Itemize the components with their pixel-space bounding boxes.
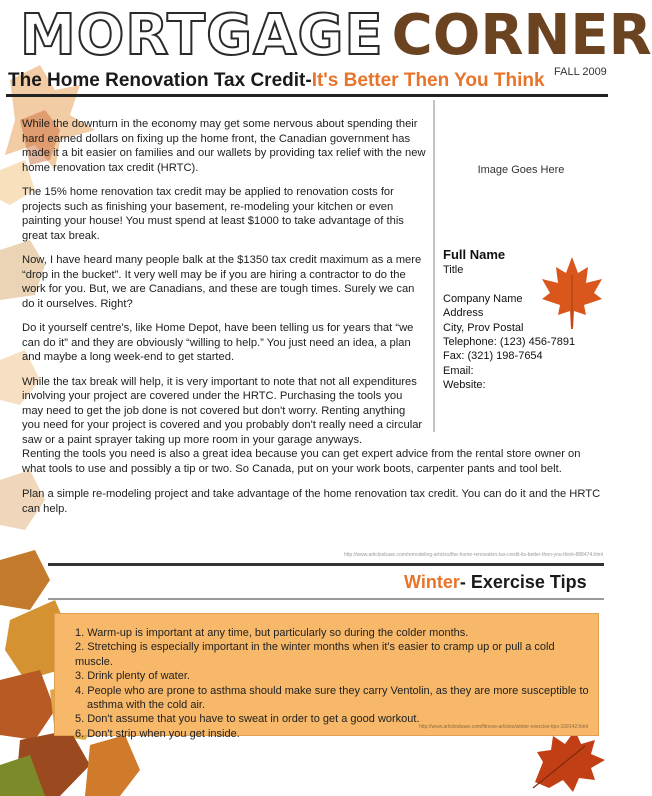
article-paragraph: While the tax break will help, it is very important to note that not all expenditures involving your project are covered under the HRTC. Purchasing the tools you may need to get the job done is not covered but don't worry. Renting anything you need for your project is covered and you probably don't really need a circular saw or a paint sprayer taking up more room in your garage anyways.: [22, 375, 423, 446]
tip-item: 1. Warm-up is important at any time, but particularly so during the colder months.: [75, 627, 469, 639]
masthead: [20, 2, 652, 70]
article-paragraph: Now, I have heard many people balk at the $1350 tax credit maximum as a mere “drop in the bucket”. It very well may be if you are hiring a contractor to do the work for you. But, we are Canadians, and these are tough times. Surely we can do it ourselves. Right?: [22, 254, 422, 310]
contact-card: [443, 248, 575, 393]
tip-item: 3. Drink plenty of water.: [75, 670, 190, 683]
contact-website: Website:: [443, 379, 486, 392]
masthead-word-mortgage: MORTGAGE: [20, 3, 384, 68]
article-column: [22, 117, 426, 457]
headline: [8, 70, 545, 92]
header-divider: [6, 94, 608, 97]
contact-title: Title: [443, 264, 464, 277]
article-source-link[interactable]: http://www.articlesbase.com/remodeling-articles/the-home-renovation-tax-credit-its-better-then-you-think-888474.html: [344, 552, 603, 558]
contact-full-name: Full Name: [443, 247, 506, 262]
sidebar-divider: [433, 100, 435, 432]
contact-email: Email:: [443, 364, 474, 377]
exercise-tips-box: [54, 613, 599, 740]
section-divider-top: [48, 563, 604, 566]
headline-highlight: It's Better Then You Think: [311, 70, 545, 91]
image-placeholder: Image Goes Here: [477, 164, 565, 176]
article-paragraph: The 15% home renovation tax credit may be applied to renovation costs for projects such as finishing your basement, re-modeling your kitchen or even painting your house! You must spend at least $1000 to take advantage of this great tax break.: [22, 186, 404, 242]
exercise-title-highlight: Winter: [404, 572, 460, 592]
exercise-title-main: - Exercise Tips: [459, 572, 587, 592]
tip-item: 6. Don't strip when you get inside.: [75, 727, 240, 740]
tip-item: 2. Stretching is especially important in the winter months when it's easier to cramp up or pull a cold muscle.: [75, 641, 555, 668]
contact-address: Address: [443, 307, 484, 320]
edition-label: FALL 2009: [554, 66, 607, 78]
masthead-word-corner: CORNER: [391, 3, 652, 68]
article-paragraph: While the downturn in the economy may get some nervous about spending their hard earned dollars on fixing up the home front, the Canadian government has made it a bit easier on families and our wallets by providing tax relief with the new home renovation tax credit (HRTC).: [22, 118, 426, 174]
contact-telephone: Telephone: (123) 456-7891: [443, 336, 576, 349]
article-paragraph: Do it yourself centre's, like Home Depot, have been telling us for years that “we can do it” and they are obviously “willing to help.” You just need an idea, a plan and maybe a long week-end to get started.: [22, 322, 414, 363]
contact-fax: Fax: (321) 198-7654: [443, 350, 543, 363]
section-divider-bottom: [48, 598, 604, 600]
exercise-section-title: [404, 572, 587, 593]
contact-company: Company Name: [443, 292, 523, 305]
exercise-tips-list: [55, 614, 598, 741]
article-paragraph: Renting the tools you need is also a great idea because you can get expert advice from the rental store owner on what tools to use and possibly a tip or two. So Canada, put on your work boots, carpenter pants and tool belt.: [22, 448, 581, 475]
article-paragraph: Plan a simple re-modeling project and take advantage of the home renovation tax credit. You can do it and the HRTC can help.: [22, 488, 601, 515]
article-wide-section: [22, 447, 602, 527]
headline-main: The Home Renovation Tax Credit-: [8, 70, 312, 91]
tip-item: 5. Don't assume that you have to sweat in order to get a good workout.: [75, 713, 420, 726]
tip-item: 4. People who are prone to asthma should make sure they carry Ventolin, as they are more susceptible to: [75, 684, 589, 697]
contact-city: City, Prov Postal: [443, 321, 524, 334]
tip-item: asthma with the cold air.: [87, 699, 206, 712]
exercise-source-link[interactable]: http://www.articlesbase.com/fitness-articles/winter-exercise-tips-109142.html: [419, 724, 588, 730]
